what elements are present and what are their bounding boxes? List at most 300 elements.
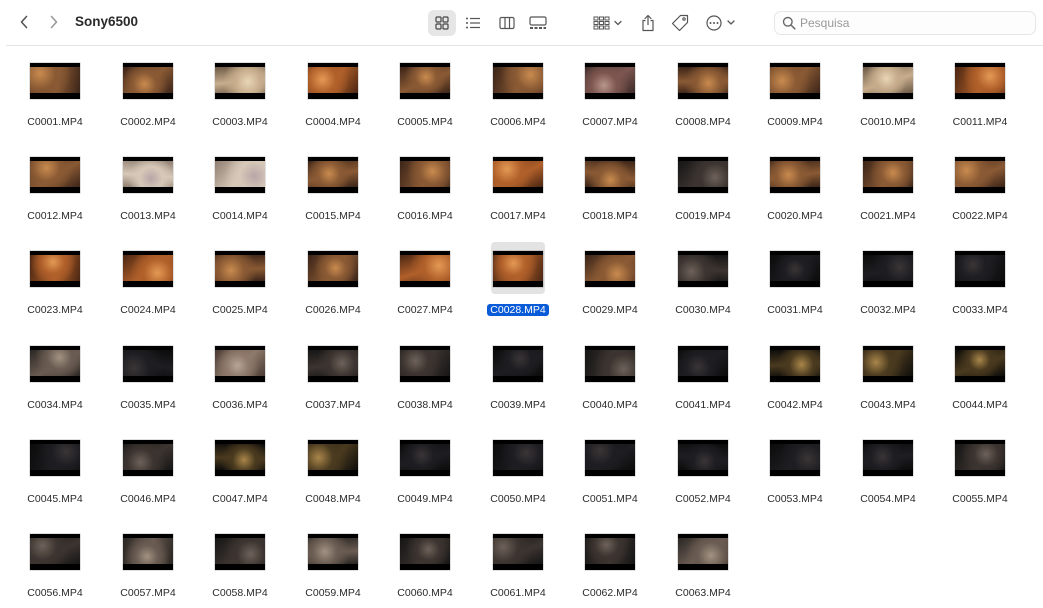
file-item[interactable] bbox=[657, 518, 749, 608]
file-name bbox=[287, 587, 379, 600]
file-name-text: C0017.MP4 bbox=[490, 210, 546, 222]
thumbnail-frame bbox=[123, 350, 173, 376]
video-thumbnail bbox=[678, 251, 728, 287]
file-name bbox=[842, 116, 934, 129]
thumbnail-frame bbox=[585, 67, 635, 93]
column-view-button[interactable] bbox=[495, 10, 519, 36]
file-item[interactable] bbox=[564, 518, 656, 608]
video-thumbnail bbox=[400, 534, 450, 570]
video-thumbnail bbox=[955, 157, 1005, 193]
file-item[interactable] bbox=[287, 424, 379, 514]
file-item[interactable] bbox=[842, 424, 934, 514]
file-item[interactable] bbox=[9, 235, 101, 325]
file-item[interactable] bbox=[749, 424, 841, 514]
group-button[interactable] bbox=[591, 10, 625, 36]
forward-button[interactable] bbox=[44, 11, 64, 33]
thumbnail-frame bbox=[215, 255, 265, 281]
video-thumbnail bbox=[400, 157, 450, 193]
file-name-text: C0037.MP4 bbox=[305, 399, 361, 411]
file-item[interactable] bbox=[9, 141, 101, 231]
file-name-text: C0033.MP4 bbox=[952, 304, 1008, 316]
file-name bbox=[472, 210, 564, 223]
file-name bbox=[657, 493, 749, 506]
file-name-text: C0006.MP4 bbox=[490, 116, 546, 128]
file-item[interactable] bbox=[749, 330, 841, 420]
file-item[interactable] bbox=[194, 518, 286, 608]
file-item[interactable] bbox=[934, 235, 1026, 325]
file-name-text: C0011.MP4 bbox=[952, 116, 1008, 128]
video-thumbnail bbox=[400, 63, 450, 99]
video-thumbnail bbox=[585, 63, 635, 99]
thumbnail-frame bbox=[955, 444, 1005, 470]
file-name-text: C0020.MP4 bbox=[767, 210, 823, 222]
thumbnail-frame bbox=[585, 255, 635, 281]
thumbnail-frame bbox=[493, 350, 543, 376]
file-item[interactable] bbox=[472, 424, 564, 514]
thumbnail-frame bbox=[493, 255, 543, 281]
file-name-text: C0035.MP4 bbox=[120, 399, 176, 411]
thumbnail-frame bbox=[30, 538, 80, 564]
file-name bbox=[749, 116, 841, 129]
file-name-text: C0004.MP4 bbox=[305, 116, 361, 128]
thumbnail-frame bbox=[30, 67, 80, 93]
thumbnail-frame bbox=[493, 444, 543, 470]
file-name-text: C0052.MP4 bbox=[675, 493, 731, 505]
back-button[interactable] bbox=[14, 11, 34, 33]
file-name-text: C0044.MP4 bbox=[952, 399, 1008, 411]
file-name-text: C0039.MP4 bbox=[490, 399, 546, 411]
thumbnail-frame bbox=[400, 161, 450, 187]
file-item[interactable] bbox=[657, 424, 749, 514]
file-item[interactable] bbox=[379, 47, 471, 137]
thumbnail-frame bbox=[308, 161, 358, 187]
file-item[interactable] bbox=[472, 330, 564, 420]
video-thumbnail bbox=[308, 157, 358, 193]
file-item[interactable] bbox=[657, 47, 749, 137]
video-thumbnail bbox=[585, 534, 635, 570]
video-thumbnail bbox=[493, 251, 543, 287]
file-name bbox=[564, 304, 656, 317]
video-thumbnail bbox=[308, 251, 358, 287]
file-item[interactable] bbox=[102, 141, 194, 231]
file-item[interactable] bbox=[102, 424, 194, 514]
file-name bbox=[472, 493, 564, 506]
thumbnail-frame bbox=[400, 255, 450, 281]
thumbnail-frame bbox=[770, 255, 820, 281]
file-name-text: C0056.MP4 bbox=[27, 587, 83, 599]
file-name bbox=[749, 210, 841, 223]
file-name bbox=[9, 493, 101, 506]
file-name-text: C0043.MP4 bbox=[860, 399, 916, 411]
thumbnail-frame bbox=[863, 255, 913, 281]
list-view-icon bbox=[465, 16, 481, 30]
file-name bbox=[934, 116, 1026, 129]
file-name-text: C0046.MP4 bbox=[120, 493, 176, 505]
thumbnail-frame bbox=[585, 444, 635, 470]
file-name bbox=[9, 116, 101, 129]
file-item[interactable] bbox=[934, 141, 1026, 231]
video-thumbnail bbox=[863, 157, 913, 193]
thumbnail-frame bbox=[30, 444, 80, 470]
file-name-text: C0049.MP4 bbox=[397, 493, 453, 505]
file-name bbox=[564, 399, 656, 412]
file-name bbox=[287, 210, 379, 223]
file-item[interactable] bbox=[749, 141, 841, 231]
video-thumbnail bbox=[400, 440, 450, 476]
thumbnail-frame bbox=[585, 350, 635, 376]
video-thumbnail bbox=[955, 346, 1005, 382]
file-name bbox=[564, 587, 656, 600]
file-name-text: C0024.MP4 bbox=[120, 304, 176, 316]
file-name-text: C0019.MP4 bbox=[675, 210, 731, 222]
video-thumbnail bbox=[770, 251, 820, 287]
file-name bbox=[379, 116, 471, 129]
video-thumbnail bbox=[30, 534, 80, 570]
thumbnail-frame bbox=[678, 255, 728, 281]
file-name-text: C0058.MP4 bbox=[212, 587, 268, 599]
more-actions-button[interactable] bbox=[704, 10, 738, 36]
thumbnail-frame bbox=[30, 350, 80, 376]
file-name bbox=[379, 210, 471, 223]
file-item[interactable] bbox=[9, 47, 101, 137]
file-name-text: C0055.MP4 bbox=[952, 493, 1008, 505]
file-name-text: C0030.MP4 bbox=[675, 304, 731, 316]
file-item[interactable] bbox=[379, 235, 471, 325]
file-item[interactable] bbox=[657, 141, 749, 231]
file-item[interactable] bbox=[102, 330, 194, 420]
file-name bbox=[9, 399, 101, 412]
thumbnail-frame bbox=[863, 161, 913, 187]
search-icon bbox=[782, 16, 796, 30]
tag-icon bbox=[671, 14, 689, 32]
file-name bbox=[194, 116, 286, 129]
file-item[interactable] bbox=[102, 518, 194, 608]
file-name-text: C0034.MP4 bbox=[27, 399, 83, 411]
thumbnail-frame bbox=[308, 67, 358, 93]
video-thumbnail bbox=[400, 346, 450, 382]
file-item[interactable] bbox=[842, 330, 934, 420]
file-name-text: C0061.MP4 bbox=[490, 587, 546, 599]
file-item[interactable] bbox=[842, 235, 934, 325]
file-name-text: C0012.MP4 bbox=[27, 210, 83, 222]
thumbnail-frame bbox=[770, 444, 820, 470]
file-item[interactable] bbox=[564, 424, 656, 514]
file-name bbox=[842, 210, 934, 223]
thumbnail-frame bbox=[678, 444, 728, 470]
file-name-text: C0063.MP4 bbox=[675, 587, 731, 599]
file-name-text: C0009.MP4 bbox=[767, 116, 823, 128]
file-item[interactable] bbox=[472, 518, 564, 608]
file-name-text: C0016.MP4 bbox=[397, 210, 453, 222]
file-name-text: C0002.MP4 bbox=[120, 116, 176, 128]
file-name bbox=[379, 304, 471, 317]
chevron-right-icon bbox=[49, 15, 59, 29]
thumbnail-frame bbox=[123, 538, 173, 564]
video-thumbnail bbox=[215, 534, 265, 570]
video-thumbnail bbox=[308, 440, 358, 476]
video-thumbnail bbox=[585, 440, 635, 476]
thumbnail-frame bbox=[585, 538, 635, 564]
file-name bbox=[564, 210, 656, 223]
file-name-text: C0025.MP4 bbox=[212, 304, 268, 316]
file-name bbox=[842, 399, 934, 412]
thumbnail-frame bbox=[215, 538, 265, 564]
file-item[interactable] bbox=[842, 141, 934, 231]
video-thumbnail bbox=[678, 534, 728, 570]
file-name bbox=[194, 210, 286, 223]
file-name-text: C0013.MP4 bbox=[120, 210, 176, 222]
icon-view-icon bbox=[435, 16, 449, 30]
file-name bbox=[657, 399, 749, 412]
file-name-text: C0045.MP4 bbox=[27, 493, 83, 505]
thumbnail-frame bbox=[30, 255, 80, 281]
thumbnail-frame bbox=[678, 350, 728, 376]
file-name bbox=[842, 493, 934, 506]
file-name bbox=[657, 116, 749, 129]
file-name-text: C0059.MP4 bbox=[305, 587, 361, 599]
file-name bbox=[102, 587, 194, 600]
icon-view-button[interactable] bbox=[428, 10, 456, 36]
video-thumbnail bbox=[678, 157, 728, 193]
thumbnail-frame bbox=[308, 350, 358, 376]
thumbnail-frame bbox=[123, 67, 173, 93]
video-thumbnail bbox=[400, 251, 450, 287]
thumbnail-frame bbox=[493, 538, 543, 564]
file-item[interactable] bbox=[102, 235, 194, 325]
video-thumbnail bbox=[585, 346, 635, 382]
file-item[interactable] bbox=[934, 424, 1026, 514]
file-item[interactable] bbox=[287, 330, 379, 420]
thumbnail-frame bbox=[493, 67, 543, 93]
file-name bbox=[657, 210, 749, 223]
file-item[interactable] bbox=[842, 47, 934, 137]
thumbnail-frame bbox=[770, 67, 820, 93]
gallery-view-button[interactable] bbox=[526, 10, 550, 36]
file-name bbox=[287, 116, 379, 129]
video-thumbnail bbox=[770, 157, 820, 193]
thumbnail-frame bbox=[400, 444, 450, 470]
video-thumbnail bbox=[678, 63, 728, 99]
video-thumbnail bbox=[30, 440, 80, 476]
video-thumbnail bbox=[863, 346, 913, 382]
video-thumbnail bbox=[955, 440, 1005, 476]
file-item[interactable] bbox=[472, 47, 564, 137]
video-thumbnail bbox=[770, 440, 820, 476]
file-name bbox=[9, 304, 101, 317]
video-thumbnail bbox=[770, 63, 820, 99]
file-name bbox=[102, 210, 194, 223]
share-button[interactable] bbox=[637, 10, 659, 36]
file-item[interactable] bbox=[934, 330, 1026, 420]
video-thumbnail bbox=[215, 63, 265, 99]
file-name-text: C0007.MP4 bbox=[582, 116, 638, 128]
tag-button[interactable] bbox=[669, 10, 691, 36]
video-thumbnail bbox=[215, 346, 265, 382]
thumbnail-frame bbox=[308, 538, 358, 564]
thumbnail-frame bbox=[123, 255, 173, 281]
thumbnail-frame bbox=[863, 67, 913, 93]
file-item[interactable] bbox=[379, 424, 471, 514]
file-name bbox=[102, 116, 194, 129]
file-item[interactable] bbox=[564, 141, 656, 231]
file-name bbox=[9, 210, 101, 223]
file-name bbox=[287, 399, 379, 412]
video-thumbnail bbox=[678, 346, 728, 382]
file-item[interactable] bbox=[9, 518, 101, 608]
thumbnail-frame bbox=[770, 161, 820, 187]
video-thumbnail bbox=[863, 63, 913, 99]
file-name-text: C0051.MP4 bbox=[582, 493, 638, 505]
file-name bbox=[472, 304, 564, 317]
file-item[interactable] bbox=[749, 47, 841, 137]
file-item[interactable] bbox=[102, 47, 194, 137]
file-name-text: C0054.MP4 bbox=[860, 493, 916, 505]
file-name-text: C0032.MP4 bbox=[860, 304, 916, 316]
video-thumbnail bbox=[585, 157, 635, 193]
video-thumbnail bbox=[215, 251, 265, 287]
video-thumbnail bbox=[493, 157, 543, 193]
file-name-text: C0057.MP4 bbox=[120, 587, 176, 599]
file-name bbox=[379, 587, 471, 600]
file-name bbox=[472, 587, 564, 600]
video-thumbnail bbox=[123, 63, 173, 99]
column-view-icon bbox=[499, 16, 515, 30]
file-name bbox=[564, 116, 656, 129]
file-name bbox=[934, 399, 1026, 412]
video-thumbnail bbox=[123, 534, 173, 570]
file-name-text: C0023.MP4 bbox=[27, 304, 83, 316]
file-name-text: C0041.MP4 bbox=[675, 399, 731, 411]
file-name-text: C0029.MP4 bbox=[582, 304, 638, 316]
file-item[interactable] bbox=[472, 141, 564, 231]
file-name-text: C0038.MP4 bbox=[397, 399, 453, 411]
file-name-text: C0026.MP4 bbox=[305, 304, 361, 316]
thumbnail-frame bbox=[400, 67, 450, 93]
group-icon bbox=[593, 16, 623, 30]
file-name-text: C0010.MP4 bbox=[860, 116, 916, 128]
more-icon bbox=[705, 15, 737, 31]
file-name-text: C0060.MP4 bbox=[397, 587, 453, 599]
window-title: Sony6500 bbox=[75, 14, 139, 29]
file-name-text: C0031.MP4 bbox=[767, 304, 823, 316]
file-name bbox=[842, 304, 934, 317]
file-item[interactable] bbox=[472, 235, 564, 325]
video-thumbnail bbox=[863, 440, 913, 476]
file-item[interactable] bbox=[379, 330, 471, 420]
file-item[interactable] bbox=[287, 518, 379, 608]
file-name bbox=[194, 399, 286, 412]
file-name bbox=[749, 399, 841, 412]
video-thumbnail bbox=[123, 440, 173, 476]
thumbnail-frame bbox=[678, 161, 728, 187]
file-name bbox=[102, 493, 194, 506]
file-name-text: C0036.MP4 bbox=[212, 399, 268, 411]
file-item[interactable] bbox=[194, 141, 286, 231]
thumbnail-frame bbox=[955, 67, 1005, 93]
file-item[interactable] bbox=[564, 330, 656, 420]
thumbnail-frame bbox=[678, 538, 728, 564]
file-name bbox=[934, 210, 1026, 223]
file-name-text: C0047.MP4 bbox=[212, 493, 268, 505]
file-name-text: C0027.MP4 bbox=[397, 304, 453, 316]
thumbnail-frame bbox=[215, 350, 265, 376]
video-thumbnail bbox=[493, 440, 543, 476]
thumbnail-frame bbox=[863, 444, 913, 470]
thumbnail-frame bbox=[493, 161, 543, 187]
toolbar-divider bbox=[6, 45, 1043, 46]
thumbnail-frame bbox=[955, 161, 1005, 187]
list-view-button[interactable] bbox=[461, 10, 485, 36]
file-name-text: C0042.MP4 bbox=[767, 399, 823, 411]
file-item[interactable] bbox=[287, 235, 379, 325]
thumbnail-frame bbox=[308, 444, 358, 470]
file-item[interactable] bbox=[9, 424, 101, 514]
video-thumbnail bbox=[123, 251, 173, 287]
thumbnail-frame bbox=[770, 350, 820, 376]
file-name-text: C0014.MP4 bbox=[212, 210, 268, 222]
file-item[interactable] bbox=[749, 235, 841, 325]
file-name-text: C0003.MP4 bbox=[212, 116, 268, 128]
video-thumbnail bbox=[863, 251, 913, 287]
file-item[interactable] bbox=[9, 330, 101, 420]
file-name bbox=[564, 493, 656, 506]
file-item[interactable] bbox=[657, 235, 749, 325]
thumbnail-frame bbox=[308, 255, 358, 281]
file-item[interactable] bbox=[194, 235, 286, 325]
video-thumbnail bbox=[30, 63, 80, 99]
file-item[interactable] bbox=[934, 47, 1026, 137]
video-thumbnail bbox=[585, 251, 635, 287]
file-name-text: C0050.MP4 bbox=[490, 493, 546, 505]
file-item[interactable] bbox=[287, 47, 379, 137]
file-name bbox=[9, 587, 101, 600]
thumbnail-frame bbox=[400, 350, 450, 376]
file-name bbox=[657, 304, 749, 317]
file-item[interactable] bbox=[287, 141, 379, 231]
file-item[interactable] bbox=[194, 424, 286, 514]
search-input[interactable] bbox=[800, 14, 1025, 32]
video-thumbnail bbox=[678, 440, 728, 476]
thumbnail-frame bbox=[863, 350, 913, 376]
video-thumbnail bbox=[308, 534, 358, 570]
file-name bbox=[657, 587, 749, 600]
file-name bbox=[472, 116, 564, 129]
video-thumbnail bbox=[123, 346, 173, 382]
file-item[interactable] bbox=[194, 330, 286, 420]
file-item[interactable] bbox=[194, 47, 286, 137]
file-item[interactable] bbox=[564, 47, 656, 137]
file-item[interactable] bbox=[379, 141, 471, 231]
file-name bbox=[194, 304, 286, 317]
file-name bbox=[934, 304, 1026, 317]
file-name-text: C0008.MP4 bbox=[675, 116, 731, 128]
video-thumbnail bbox=[30, 157, 80, 193]
video-thumbnail bbox=[30, 251, 80, 287]
file-name bbox=[472, 399, 564, 412]
file-item[interactable] bbox=[379, 518, 471, 608]
file-item[interactable] bbox=[564, 235, 656, 325]
file-name bbox=[379, 399, 471, 412]
thumbnail-frame bbox=[400, 538, 450, 564]
thumbnail-frame bbox=[215, 444, 265, 470]
file-name-text: C0022.MP4 bbox=[952, 210, 1008, 222]
search-field[interactable] bbox=[774, 11, 1036, 35]
video-thumbnail bbox=[215, 157, 265, 193]
file-name-text: C0005.MP4 bbox=[397, 116, 453, 128]
chevron-left-icon bbox=[19, 15, 29, 29]
file-item[interactable] bbox=[657, 330, 749, 420]
gallery-view-icon bbox=[529, 16, 547, 30]
